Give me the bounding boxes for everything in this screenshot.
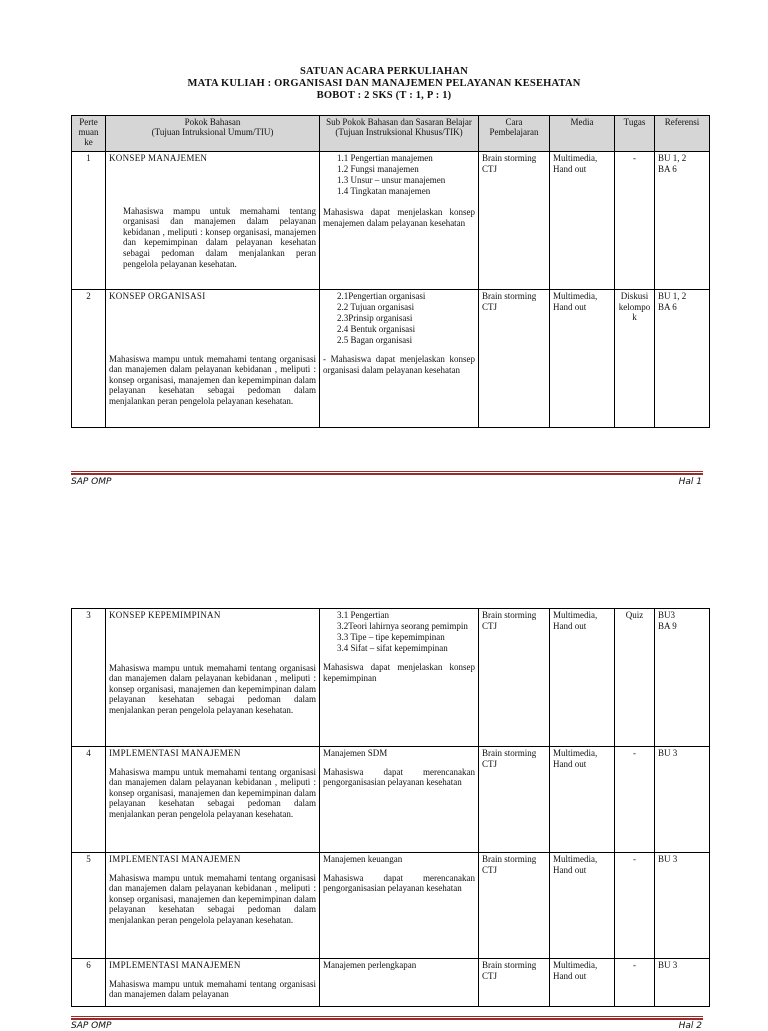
document-page-2	[0, 512, 768, 1031]
table-row	[72, 152, 710, 290]
list-item: 1.1 Pengertian manajemen	[337, 153, 433, 163]
tugas-cell: -	[615, 959, 655, 1007]
col-referensi: Referensi	[655, 116, 710, 152]
pokok-bahasan-title: IMPLEMENTASI MANAJEMEN	[109, 960, 241, 970]
pokok-bahasan-cell	[106, 747, 320, 853]
tugas-cell: -	[615, 747, 655, 853]
list-item: 2.2 Tujuan organisasi	[337, 302, 415, 312]
pokok-bahasan-title: KONSEP MANAJEMEN	[109, 153, 208, 163]
tiu-text: Mahasiswa mampu untuk memahami tentang organisasi dan manajemen dalam pelayanan kebidanan , meliputi : konsep organisasi, manajemen dan kepemimpinan dalam pelayanan kesehatan sebagai pedoman dalam menjalankan peran pengelola pelayanan kesehatan.	[109, 353, 316, 406]
pokok-bahasan-title: KONSEP ORGANISASI	[109, 291, 206, 301]
media-cell: Multimedia, Hand out	[550, 290, 615, 428]
cara-cell: Brain storming CTJ	[479, 290, 550, 428]
tugas-cell: -	[615, 853, 655, 959]
media-cell: Multimedia, Hand out	[550, 959, 615, 1007]
tik-text: - Mahasiswa dapat menjelaskan konsep organisasi dalam pelayanan kesehatan	[323, 354, 475, 375]
list-item: 3.2Teori lahirnya seorang pemimpin	[337, 621, 468, 631]
media-cell: Multimedia, Hand out	[550, 609, 615, 747]
list-item: 3.4 Sifat – sifat kepemimpinan	[337, 643, 448, 653]
tiu-text: Mahasiswa mampu untuk memahami tentang organisasi dan manajemen dalam pelayanan kebidanan , meliputi : konsep organisasi, manajemen dan kepemimpinan dalam pelayanan kesehatan sebagai pedoman dalam menjalankan peran pengelola pelayanan kesehatan.	[123, 205, 316, 269]
col-media: Media	[550, 116, 615, 152]
table-row	[72, 290, 710, 428]
list-item: 1.4 Tingkatan manajemen	[337, 186, 431, 196]
table-row	[72, 853, 710, 959]
col-pertemuan: Perte muan ke	[72, 116, 106, 152]
tugas-cell: -	[615, 152, 655, 290]
document-header	[0, 66, 768, 102]
media-cell: Multimedia, Hand out	[550, 853, 615, 959]
media-cell: Multimedia, Hand out	[550, 152, 615, 290]
col-sub-pokok-bahasan: Sub Pokok Bahasan dan Sasaran Belajar (Tujuan Instruksional Khusus/TIK)	[320, 116, 479, 152]
referensi-cell: BU 3	[655, 747, 710, 853]
tiu-text: Mahasiswa mampu untuk memahami tentang organisasi dan manajemen dalam pelayanan kebidanan , meliputi : konsep organisasi, manajemen dan kepemimpinan dalam pelayanan kesehatan sebagai pedoman dalam menjalankan peran pengelola pelayanan kesehatan.	[109, 766, 316, 819]
row-number: 2	[72, 290, 106, 428]
list-item: 2.3Prinsip organisasi	[337, 313, 413, 323]
referensi-cell: BU 1, 2 BA 6	[655, 152, 710, 290]
sub-pokok-bahasan-cell	[320, 747, 479, 853]
sap-table-page-2	[71, 608, 710, 1007]
sub-topic: Manajemen keuangan	[323, 854, 403, 864]
row-number: 6	[72, 959, 106, 1007]
pokok-bahasan-cell	[106, 290, 320, 428]
tik-text: Mahasiswa dapat merencanakan pengorganisasian pelayanan kesehatan	[323, 766, 475, 788]
row-number: 4	[72, 747, 106, 853]
table-row	[72, 959, 710, 1007]
col-pokok-bahasan: Pokok Bahasan (Tujuan Intruksional Umum/TIU)	[106, 116, 320, 152]
tik-text: Mahasiswa dapat menjelaskan konsep menajemen dalam pelayanan kesehatan	[323, 207, 475, 228]
pokok-bahasan-cell	[106, 609, 320, 747]
list-item: 1.2 Fungsi manajemen	[337, 164, 419, 174]
referensi-cell: BU 3	[655, 959, 710, 1007]
sub-topic: Manajemen SDM	[323, 748, 388, 758]
pokok-bahasan-title: KONSEP KEPEMIMPINAN	[109, 610, 221, 620]
sap-table-page-1	[71, 115, 710, 428]
list-item: 2.4 Bentuk organisasi	[337, 324, 416, 334]
header-weight: BOBOT : 2 SKS (T : 1, P : 1)	[316, 90, 452, 101]
cara-cell: Brain storming CTJ	[479, 747, 550, 853]
header-title: SATUAN ACARA PERKULIAHAN	[300, 66, 468, 77]
row-number: 3	[72, 609, 106, 747]
pokok-bahasan-cell	[106, 853, 320, 959]
referensi-cell: BU3 BA 9	[655, 609, 710, 747]
cara-cell: Brain storming CTJ	[479, 853, 550, 959]
list-item: 3.1 Pengertian	[337, 610, 389, 620]
pokok-bahasan-cell	[106, 959, 320, 1007]
pokok-bahasan-cell	[106, 152, 320, 290]
table-header-row	[72, 116, 710, 152]
table-row	[72, 747, 710, 853]
tugas-cell: Diskusi kelompo k	[615, 290, 655, 428]
sub-pokok-bahasan-cell	[320, 609, 479, 747]
list-item: 2.1Pengertian organisasi	[337, 291, 426, 301]
sub-topic-list	[337, 291, 475, 346]
table-row	[72, 609, 710, 747]
tugas-cell: Quiz	[615, 609, 655, 747]
col-tugas: Tugas	[615, 116, 655, 152]
referensi-cell: BU 3	[655, 853, 710, 959]
cara-cell: Brain storming CTJ	[479, 959, 550, 1007]
sub-topic-list	[337, 153, 475, 197]
row-number: 5	[72, 853, 106, 959]
sub-pokok-bahasan-cell	[320, 290, 479, 428]
tiu-text: Mahasiswa mampu untuk memahami tentang organisasi dan manajemen dalam pelayanan	[109, 978, 316, 1000]
row-number: 1	[72, 152, 106, 290]
footer-doc-name: SAP OMP	[71, 1021, 112, 1031]
list-item: 3.3 Tipe – tipe kepemimpinan	[337, 632, 445, 642]
tik-text: Mahasiswa dapat menjelaskan konsep kepemimpinan	[323, 662, 475, 683]
footer-page-number: Hal 2	[678, 1021, 702, 1031]
tik-text: Mahasiswa dapat merencanakan pengorganisasian pelayanan kesehatan	[323, 872, 475, 894]
col-cara-pembelajaran: Cara Pembelajaran	[479, 116, 550, 152]
sub-pokok-bahasan-cell	[320, 853, 479, 959]
sub-pokok-bahasan-cell	[320, 959, 479, 1007]
list-item: 2.5 Bagan organisasi	[337, 335, 413, 345]
footer-rule	[71, 471, 703, 475]
pokok-bahasan-title: IMPLEMENTASI MANAJEMEN	[109, 854, 241, 864]
footer-rule	[71, 1016, 703, 1020]
sub-topic: Manajemen perlengkapan	[323, 960, 417, 970]
tiu-text: Mahasiswa mampu untuk memahami tentang organisasi dan manajemen dalam pelayanan kebidanan , meliputi : konsep organisasi, manajemen dan kepemimpinan dalam pelayanan kesehatan sebagai pedoman dalam menjalankan peran pengelola pelayanan kesehatan.	[109, 662, 316, 715]
referensi-cell: BU 1, 2 BA 6	[655, 290, 710, 428]
sub-topic-list	[337, 610, 475, 654]
tiu-text: Mahasiswa mampu untuk memahami tentang organisasi dan manajemen dalam pelayanan kebidanan , meliputi : konsep organisasi, manajemen dan kepemimpinan dalam pelayanan kesehatan sebagai pedoman dalam menjalankan peran pengelola pelayanan kesehatan.	[109, 872, 316, 925]
list-item: 1.3 Unsur – unsur manajemen	[337, 175, 446, 185]
sub-pokok-bahasan-cell	[320, 152, 479, 290]
footer-page-number: Hal 1	[678, 477, 702, 487]
pokok-bahasan-title: IMPLEMENTASI MANAJEMEN	[109, 748, 241, 758]
footer-doc-name: SAP OMP	[71, 477, 112, 487]
cara-cell: Brain storming CTJ	[479, 609, 550, 747]
header-course: MATA KULIAH : ORGANISASI DAN MANAJEMEN PELAYANAN KESEHATAN	[187, 78, 581, 89]
cara-cell: Brain storming CTJ	[479, 152, 550, 290]
document-page-1	[0, 0, 768, 512]
media-cell: Multimedia, Hand out	[550, 747, 615, 853]
